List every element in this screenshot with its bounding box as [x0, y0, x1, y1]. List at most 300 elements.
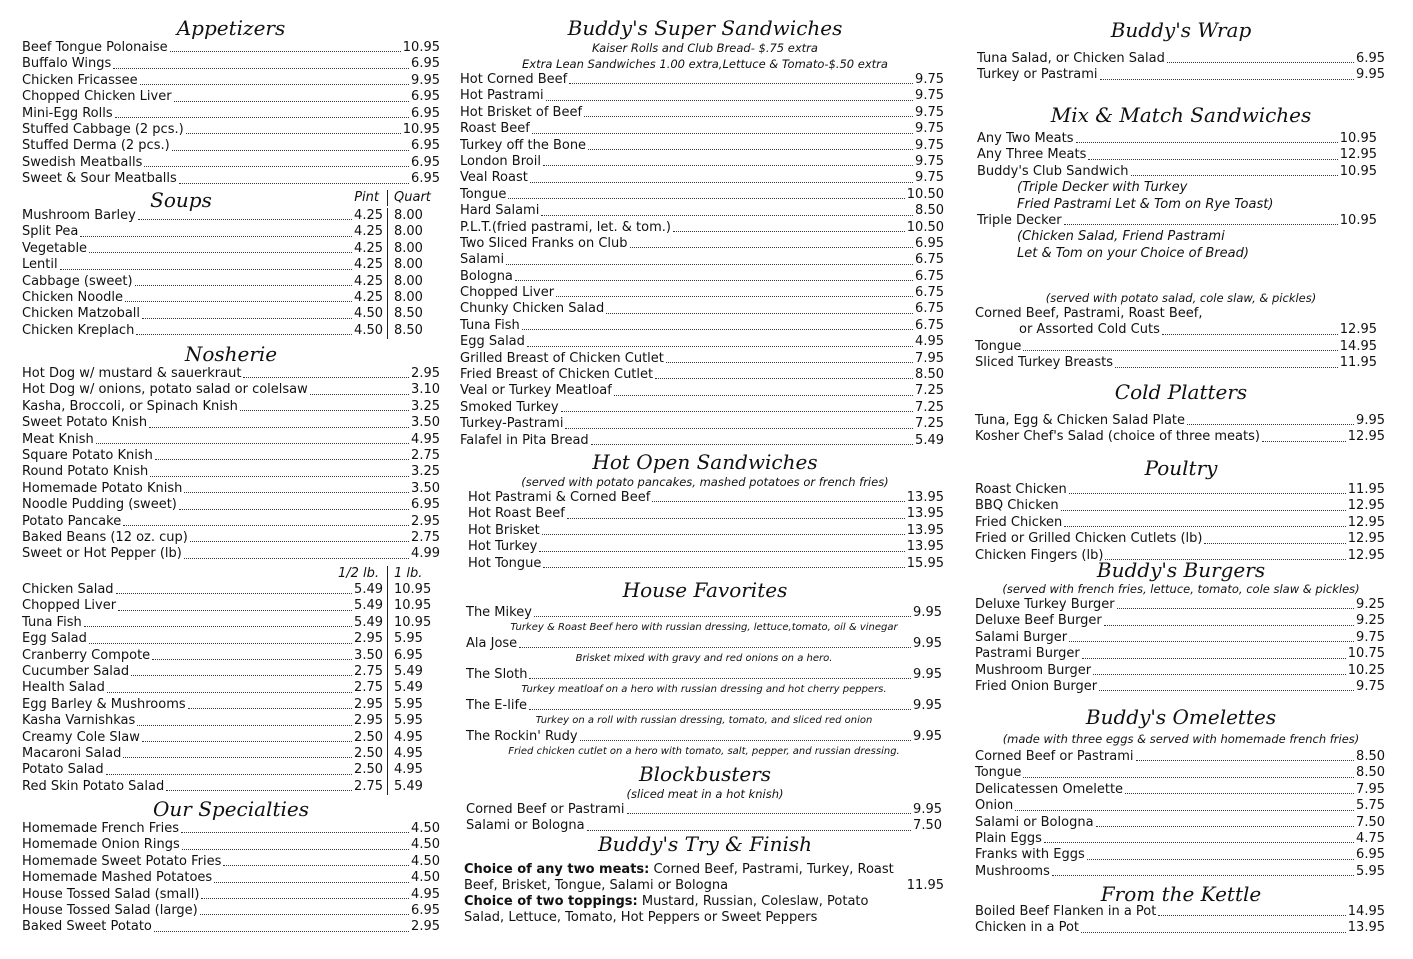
item-name: Onion — [975, 798, 1014, 814]
item-price: 3.50 — [411, 480, 440, 496]
menu-item — [975, 429, 1385, 445]
item-name: P.L.T.(fried pastrami, let. & tom.) — [460, 219, 671, 235]
menu-item — [468, 490, 944, 506]
item-name: Cabbage (sweet) — [22, 273, 133, 289]
item-name: Potato Salad — [22, 762, 104, 778]
try-finish-meats — [460, 862, 950, 894]
item-list — [971, 413, 1391, 446]
leader-dots — [80, 236, 352, 237]
leader-dots — [1125, 793, 1354, 794]
menu-item — [22, 399, 440, 415]
item-name: Homemade Sweet Potato Fries — [22, 853, 222, 869]
item-price: 6.95 — [411, 171, 440, 187]
item-list — [22, 366, 440, 563]
menu-item — [22, 224, 440, 240]
leader-dots — [118, 610, 352, 611]
menu-item — [975, 847, 1385, 863]
leader-dots — [529, 709, 911, 710]
menu-item — [466, 604, 942, 621]
item-description: Turkey on a roll with russian dressing, tomato, and sliced red onion — [535, 715, 873, 726]
leader-dots — [1167, 62, 1354, 63]
leader-dots — [182, 849, 409, 850]
item-name: Mushroom Barley — [22, 207, 136, 223]
item-price: 9.75 — [915, 88, 944, 104]
item-name: BBQ Chicken — [975, 498, 1059, 514]
club-description: (Triple Decker with Turkey — [1017, 180, 1188, 196]
menu-item — [22, 821, 440, 837]
menu-item — [975, 679, 1385, 695]
item-price: 4.99 — [411, 546, 440, 562]
item-name: Beef Tongue Polonaise — [22, 39, 168, 55]
item-name: Veal Roast — [460, 170, 528, 186]
leader-dots — [534, 616, 911, 617]
menu-item — [977, 131, 1377, 147]
item-name: Any Two Meats — [977, 130, 1074, 146]
leader-dots — [107, 692, 352, 693]
menu-item — [22, 274, 440, 290]
item-list — [22, 40, 440, 188]
item-price: 6.75 — [915, 301, 944, 317]
menu-item — [22, 854, 440, 870]
item-price: 9.75 — [915, 153, 944, 169]
menu-item — [22, 56, 440, 72]
item-name: London Broil — [460, 153, 541, 169]
item-name: Sweet Potato Knish — [22, 415, 148, 431]
item-price: 9.95 — [913, 698, 942, 713]
item-list — [971, 322, 1391, 371]
menu-item — [468, 506, 944, 522]
leader-dots — [123, 757, 352, 758]
menu-item — [971, 339, 1377, 355]
burgers-section — [971, 559, 1391, 695]
leader-dots — [543, 165, 913, 166]
leader-dots — [1069, 493, 1346, 494]
item-name: The Mikey — [466, 605, 532, 620]
item-name: Egg Salad — [22, 631, 87, 647]
menu-item — [22, 779, 440, 795]
leader-dots — [666, 362, 913, 363]
menu-item — [22, 546, 440, 562]
item-price: 9.95 — [1356, 67, 1385, 83]
half-pound-header: 1/2 lb. — [337, 566, 379, 581]
menu-item — [466, 666, 942, 683]
item-name: Sliced Turkey Breasts — [975, 355, 1114, 371]
item-price: 7.95 — [1356, 781, 1385, 797]
leader-dots — [140, 84, 409, 85]
leader-dots — [673, 231, 905, 232]
menu-item — [22, 290, 440, 306]
triple-description: (Chicken Salad, Friend Pastrami — [1017, 229, 1225, 245]
section-title: Hot Open Sandwiches — [592, 450, 818, 474]
item-list — [971, 51, 1391, 84]
item-price: 4.50 — [411, 820, 440, 836]
triple-description: Let & Tom on your Choice of Bread) — [1017, 245, 1249, 261]
leader-dots — [89, 252, 352, 253]
menu-item — [460, 88, 944, 104]
leader-dots — [174, 101, 409, 102]
meats-label: Choice of any two meats: — [464, 862, 650, 877]
menu-item — [22, 530, 440, 546]
menu-item — [977, 67, 1385, 83]
item-name: Chicken Fingers (lb) — [975, 547, 1104, 563]
item-price-small: 2.50 — [354, 762, 383, 778]
leader-dots — [1069, 641, 1354, 642]
item-price: 10.25 — [1347, 662, 1385, 678]
menu-item — [468, 539, 944, 555]
item-price: 6.95 — [411, 56, 440, 72]
item-price-small: 5.49 — [354, 581, 383, 597]
item-name: Chicken Salad — [22, 581, 114, 597]
menu-item — [22, 481, 440, 497]
item-price: 6.75 — [915, 252, 944, 268]
item-name: Chopped Liver — [22, 598, 117, 614]
leader-dots — [627, 813, 912, 814]
menu-item — [977, 164, 1377, 180]
leader-dots — [542, 534, 905, 535]
menu-item — [22, 89, 440, 105]
leader-dots — [587, 830, 912, 831]
item-price: 8.50 — [1356, 748, 1385, 764]
menu-item — [22, 730, 440, 746]
item-price: 3.25 — [411, 464, 440, 480]
item-name: Deluxe Beef Burger — [975, 613, 1102, 629]
item-name: Vegetable — [22, 240, 88, 256]
item-name: Potato Pancake — [22, 513, 122, 529]
menu-item — [975, 597, 1385, 613]
leader-dots — [1061, 510, 1346, 511]
specialties-section — [22, 797, 440, 936]
item-name: Turkey off the Bone — [460, 137, 587, 153]
item-description: Turkey meatloaf on a hero with russian dressing and hot cherry peppers. — [521, 684, 887, 695]
leader-dots — [152, 659, 352, 660]
section-note: (sliced meat in a hot knish) — [626, 787, 784, 801]
leader-dots — [530, 182, 913, 183]
menu-item — [975, 498, 1385, 514]
item-price-large: 4.95 — [387, 746, 440, 762]
item-price: 10.95 — [1339, 130, 1377, 146]
item-price: 6.75 — [915, 285, 944, 301]
menu-item — [460, 383, 944, 399]
item-price-large: 8.50 — [387, 306, 440, 322]
item-price-small: 5.49 — [354, 598, 383, 614]
wrap-section — [971, 18, 1391, 84]
item-price-large: 8.00 — [387, 224, 440, 240]
leader-dots — [541, 215, 913, 216]
item-price: 10.95 — [1339, 212, 1377, 228]
item-name: Stuffed Derma (2 pcs.) — [22, 138, 170, 154]
menu-item — [975, 920, 1385, 936]
item-name: Red Skin Potato Salad — [22, 778, 165, 794]
item-price: 9.75 — [915, 137, 944, 153]
item-name: Hot Turkey — [468, 539, 538, 555]
section-title: Buddy's Omelettes — [1085, 705, 1277, 729]
item-price: 14.95 — [1347, 903, 1385, 919]
item-price-large: 8.00 — [387, 208, 440, 224]
item-price: 10.50 — [906, 219, 944, 235]
section-title: House Favorites — [622, 578, 788, 602]
leader-dots — [519, 647, 911, 648]
item-price-large: 5.95 — [387, 713, 440, 729]
item-name: Corned Beef, Pastrami, Roast Beef, — [975, 305, 1203, 321]
section-title: Buddy's Try & Finish — [597, 832, 812, 856]
menu-item — [22, 497, 440, 513]
item-name: Corned Beef or Pastrami — [466, 801, 625, 817]
menu-item — [22, 155, 440, 171]
item-price: 2.95 — [411, 513, 440, 529]
item-name: Chopped Liver — [460, 285, 555, 301]
cold-platters-section — [971, 380, 1391, 446]
item-price: 2.95 — [411, 919, 440, 935]
item-price: 9.95 — [411, 72, 440, 88]
item-list — [460, 604, 950, 759]
item-name: Boiled Beef Flanken in a Pot — [975, 903, 1157, 919]
item-price: 9.95 — [1356, 412, 1385, 428]
item-name: Creamy Cole Slaw — [22, 729, 140, 745]
menu-item — [975, 749, 1385, 765]
item-price: 12.95 — [1347, 498, 1385, 514]
leader-dots — [588, 149, 913, 150]
menu-item — [975, 831, 1385, 847]
item-description: Turkey & Roast Beef hero with russian dressing, lettuce,tomato, oil & vinegar — [510, 622, 898, 633]
item-price: 6.95 — [1356, 847, 1385, 863]
item-price: 6.75 — [915, 317, 944, 333]
menu-item — [971, 213, 1391, 229]
leader-dots — [142, 741, 352, 742]
item-price-small: 4.25 — [354, 273, 383, 289]
menu-item — [975, 630, 1385, 646]
item-price: 4.50 — [411, 870, 440, 886]
item-price-small: 4.25 — [354, 240, 383, 256]
leader-dots — [1088, 159, 1337, 160]
menu-item — [22, 903, 440, 919]
item-name: Tongue — [975, 765, 1022, 781]
leader-dots — [1104, 625, 1354, 626]
item-name: Hot Dog w/ onions, potato salad or colelsaw — [22, 382, 308, 398]
leader-dots — [1117, 608, 1354, 609]
item-price: 12.95 — [1339, 322, 1377, 338]
leader-dots — [116, 593, 352, 594]
menu-item — [22, 837, 440, 853]
item-price-large: 10.95 — [387, 598, 440, 614]
item-name: Fried Onion Burger — [975, 678, 1098, 694]
sandwich-platters-section — [971, 290, 1391, 372]
leader-dots — [138, 219, 352, 220]
item-name: Fried Breast of Chicken Cutlet — [460, 367, 654, 383]
item-price: 7.50 — [1356, 814, 1385, 830]
menu-item — [460, 187, 944, 203]
item-price: 13.95 — [906, 489, 944, 505]
item-price-small: 4.25 — [354, 289, 383, 305]
item-name: Chicken Kreplach — [22, 322, 135, 338]
item-name: The Rockin' Rudy — [466, 729, 578, 744]
item-name: Health Salad — [22, 680, 105, 696]
item-price: 8.50 — [1356, 765, 1385, 781]
item-price: 6.95 — [915, 235, 944, 251]
leader-dots — [1162, 334, 1338, 335]
section-title: Appetizers — [176, 16, 286, 40]
leader-dots — [529, 678, 911, 679]
menu-item — [971, 322, 1377, 338]
item-name: Delicatessen Omelette — [975, 781, 1124, 797]
item-name: Plain Eggs — [975, 830, 1042, 846]
item-name: Chicken Matzoball — [22, 306, 141, 322]
leader-dots — [652, 501, 904, 502]
item-price: 10.95 — [1339, 163, 1377, 179]
leader-dots — [243, 377, 409, 378]
menu-item — [22, 241, 440, 257]
menu-item — [975, 515, 1385, 531]
leader-dots — [1023, 777, 1354, 778]
leader-dots — [155, 459, 409, 460]
item-price: 4.50 — [411, 853, 440, 869]
item-price-small: 2.95 — [354, 713, 383, 729]
pound-header: 1 lb. — [387, 566, 440, 582]
menu-item — [22, 464, 440, 480]
item-list — [971, 749, 1391, 880]
toppings-text: Mustard, Russian, Coleslaw, Potato Salad, Lettuce, Tomato, Hot Peppers or Sweet Peppers — [464, 894, 869, 925]
menu-item — [975, 646, 1385, 662]
item-name: Triple Decker — [977, 212, 1062, 228]
menu-item — [460, 72, 944, 88]
menu-item — [22, 598, 440, 614]
leader-dots — [1136, 760, 1355, 761]
menu-item — [977, 147, 1377, 163]
item-price-large: 8.00 — [387, 257, 440, 273]
item-name: Hot Brisket of Beef — [460, 104, 583, 120]
menu-item — [975, 482, 1385, 498]
item-price: 9.25 — [1356, 613, 1385, 629]
item-name: Homemade Mashed Potatoes — [22, 870, 213, 886]
leader-dots — [96, 443, 409, 444]
item-name: Buddy's Club Sandwich — [977, 163, 1129, 179]
item-price: 13.95 — [1347, 920, 1385, 936]
menu-item — [22, 762, 440, 778]
leader-dots — [591, 444, 913, 445]
menu-item — [975, 413, 1385, 429]
menu-item — [460, 252, 944, 268]
item-name: Any Three Meats — [977, 147, 1087, 163]
leader-dots — [172, 150, 409, 151]
menu-item — [975, 798, 1385, 814]
quart-header: Quart — [387, 190, 440, 206]
club-description: Fried Pastrami Let & Tom on Rye Toast) — [1017, 196, 1274, 212]
item-price-small: 3.50 — [354, 647, 383, 663]
item-name: Kosher Chef's Salad (choice of three meats) — [975, 429, 1260, 445]
item-name: Hot Roast Beef — [468, 506, 565, 522]
menu-item — [466, 802, 942, 818]
menu-item — [460, 351, 944, 367]
item-price: 5.75 — [1356, 798, 1385, 814]
item-price: 4.50 — [411, 837, 440, 853]
leader-dots — [144, 166, 409, 167]
item-name: Sweet & Sour Meatballs — [22, 171, 177, 187]
leader-dots — [606, 313, 913, 314]
item-name: Veal or Turkey Meatloaf — [460, 383, 612, 399]
section-title: Blockbusters — [638, 762, 772, 786]
item-list — [971, 482, 1391, 564]
item-name: Pastrami Burger — [975, 646, 1080, 662]
item-name: Hot Tongue — [468, 555, 542, 571]
leader-dots — [1099, 690, 1354, 691]
item-list — [460, 72, 950, 449]
item-name: Tongue — [460, 186, 507, 202]
leader-dots — [184, 492, 409, 493]
item-list — [971, 131, 1391, 180]
item-price: 7.25 — [915, 399, 944, 415]
item-name: Ala Jose — [466, 636, 518, 651]
item-price: 9.75 — [915, 170, 944, 186]
item-price: 9.95 — [913, 667, 942, 682]
leader-dots — [154, 931, 409, 932]
item-price: 13.95 — [906, 522, 944, 538]
item-price-small: 2.95 — [354, 631, 383, 647]
item-price: 9.95 — [913, 801, 942, 817]
item-price: 9.75 — [1356, 629, 1385, 645]
soups-section — [22, 188, 440, 339]
item-price: 9.95 — [913, 605, 942, 620]
menu-item — [971, 355, 1377, 371]
item-name: House Tossed Salad (large) — [22, 902, 198, 918]
item-price: 9.75 — [915, 71, 944, 87]
leader-dots — [310, 394, 409, 395]
item-name: Cranberry Compote — [22, 647, 151, 663]
item-name: Sweet or Hot Pepper (lb) — [22, 546, 182, 562]
section-title: Poultry — [1144, 456, 1218, 480]
menu-item — [22, 697, 440, 713]
item-list — [22, 582, 440, 795]
menu-item — [22, 680, 440, 696]
section-title: Cold Platters — [1114, 380, 1248, 404]
menu-item — [460, 334, 944, 350]
item-price-large: 4.95 — [387, 730, 440, 746]
item-price-small: 4.25 — [354, 257, 383, 273]
section-title: Buddy's Burgers — [1096, 558, 1266, 582]
leader-dots — [149, 427, 409, 428]
menu-item — [22, 122, 440, 138]
leader-dots — [565, 428, 913, 429]
leader-dots — [1100, 79, 1354, 80]
item-name: Round Potato Knish — [22, 464, 149, 480]
item-name: Homemade Onion Rings — [22, 837, 180, 853]
leader-dots — [137, 725, 352, 726]
menu-item — [975, 663, 1385, 679]
leader-dots — [135, 285, 353, 286]
item-name: Mushrooms — [975, 863, 1050, 879]
menu-item — [975, 531, 1385, 547]
item-name: Fried or Grilled Chicken Cutlets (lb) — [975, 531, 1203, 547]
item-price: 6.95 — [411, 154, 440, 170]
menu-item — [460, 318, 944, 334]
item-list — [971, 904, 1391, 937]
menu-item — [22, 106, 440, 122]
menu-item — [460, 285, 944, 301]
item-name: Turkey or Pastrami — [977, 67, 1098, 83]
item-price: 5.49 — [915, 432, 944, 448]
try-finish-toppings — [460, 894, 950, 926]
item-list — [460, 490, 950, 572]
item-price: 12.95 — [1347, 547, 1385, 563]
item-price: 6.95 — [411, 105, 440, 121]
leader-dots — [515, 280, 913, 281]
item-name: Franks with Eggs — [975, 847, 1085, 863]
menu-item — [22, 415, 440, 431]
item-name: Smoked Turkey — [460, 399, 559, 415]
section-title: From the Kettle — [1100, 882, 1262, 906]
section-note: (served with french fries, lettuce, tomato, cole slaw & pickles) — [1002, 582, 1360, 596]
menu-item — [460, 154, 944, 170]
leader-dots — [125, 301, 352, 302]
leader-dots — [543, 567, 904, 568]
